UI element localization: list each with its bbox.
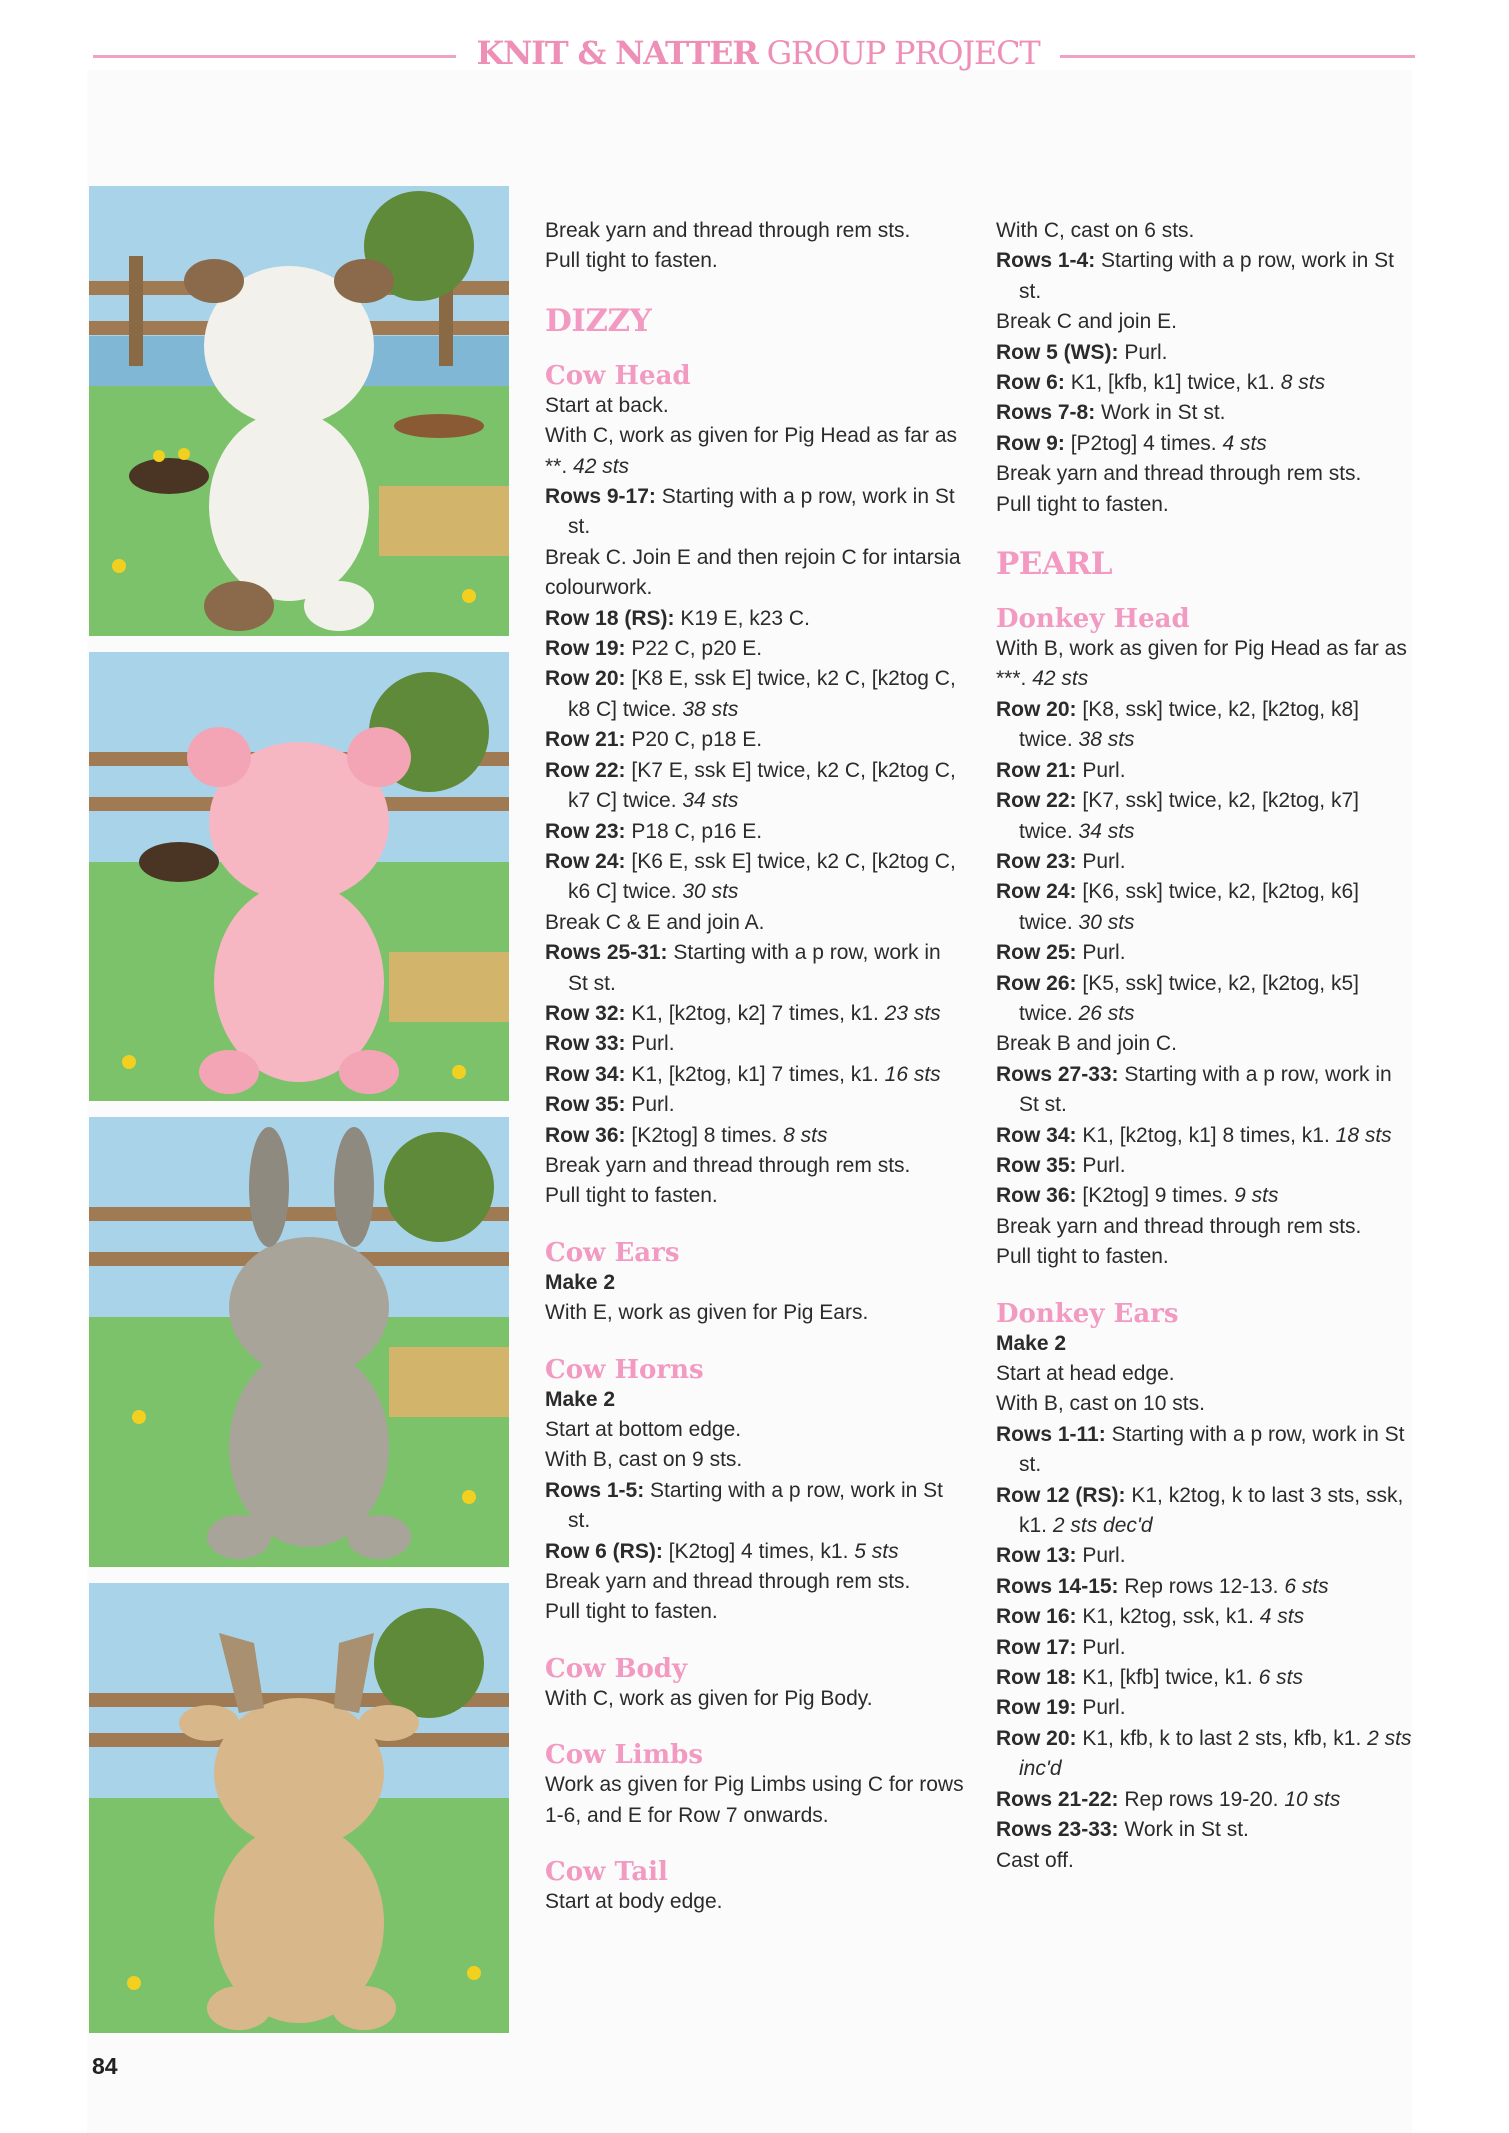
header-title-light: GROUP PROJECT bbox=[766, 34, 1040, 72]
row-label: Rows 23-33: bbox=[996, 1818, 1119, 1842]
instruction-text: [K2tog] 8 times. bbox=[631, 1123, 778, 1147]
instruction-text: With C, work as given for Pig Head as far as **. bbox=[545, 424, 957, 478]
instruction-text: Purl. bbox=[1082, 1153, 1126, 1177]
stitch-count: 38 sts bbox=[682, 697, 739, 721]
row-label: Row 35: bbox=[996, 1153, 1077, 1177]
text-line: Break yarn and thread through rem sts. bbox=[996, 1214, 1362, 1238]
row-label: Row 21: bbox=[545, 728, 626, 752]
row-label: Row 6 (RS): bbox=[545, 1539, 663, 1563]
text-line: Break C and join E. bbox=[996, 310, 1177, 334]
row-label: Rows 27-33: bbox=[996, 1062, 1119, 1086]
header-rule-right bbox=[1060, 55, 1415, 58]
row-label: Row 36: bbox=[545, 1123, 626, 1147]
text-line: Break yarn and thread through rem sts. bbox=[545, 1570, 911, 1594]
instruction-text: K1, [k2tog, k1] 7 times, k1. bbox=[631, 1062, 879, 1086]
instruction bbox=[545, 999, 965, 1029]
row-label: Row 24: bbox=[545, 849, 626, 873]
instruction-text: P20 C, p18 E. bbox=[631, 728, 763, 752]
subheading-cow-horns: Cow Horns bbox=[545, 1354, 704, 1385]
row-label: Rows 1-4: bbox=[996, 249, 1096, 273]
instruction-text: Starting with a p row, work in St st. bbox=[1019, 1062, 1392, 1117]
instruction-text: [K7 E, ssk E] twice, k2 C, [k2tog C, k7 C] twice. bbox=[568, 758, 956, 813]
instruction-text: Starting with a p row, work in St st. bbox=[1019, 249, 1394, 303]
stitch-count: 4 sts bbox=[1259, 1605, 1305, 1629]
row-label: Row 18 (RS): bbox=[545, 606, 675, 630]
photo-donkey bbox=[89, 1117, 509, 1567]
text-line: Pull tight to fasten. bbox=[545, 1600, 718, 1624]
instruction bbox=[996, 847, 1416, 877]
instruction-text: K1, k2tog, ssk, k1. bbox=[1082, 1605, 1254, 1629]
stitch-count: 2 sts dec'd bbox=[1052, 1514, 1153, 1538]
text-line: Break C. Join E and then rejoin C for intarsia colourwork. bbox=[545, 545, 961, 600]
row-label: Row 16: bbox=[996, 1605, 1077, 1629]
instruction bbox=[996, 1663, 1416, 1693]
text-column-2 bbox=[996, 216, 1416, 1876]
make-count: Make 2 bbox=[545, 1387, 616, 1411]
row-label: Row 21: bbox=[996, 758, 1077, 782]
row-label: Row 33: bbox=[545, 1032, 626, 1056]
instruction bbox=[545, 1060, 965, 1090]
instruction bbox=[996, 429, 1416, 459]
instruction bbox=[996, 634, 1416, 695]
instruction-text: P22 C, p20 E. bbox=[631, 637, 763, 661]
page-header bbox=[468, 34, 1048, 72]
text-line: With B, cast on 10 sts. bbox=[996, 1392, 1205, 1416]
instruction-text: Purl. bbox=[1082, 1696, 1126, 1720]
instruction bbox=[996, 1602, 1416, 1632]
stitch-count: 5 sts bbox=[854, 1539, 899, 1563]
instruction bbox=[996, 938, 1416, 968]
instruction bbox=[996, 1121, 1416, 1151]
row-label: Row 6: bbox=[996, 371, 1065, 395]
subheading-cow-ears: Cow Ears bbox=[545, 1237, 680, 1268]
instruction-text: Rep rows 12-13. bbox=[1124, 1574, 1279, 1598]
header-title-bold: KNIT & NATTER bbox=[476, 34, 758, 72]
row-label: Rows 14-15: bbox=[996, 1574, 1119, 1598]
instruction bbox=[996, 1181, 1416, 1211]
stitch-count: 42 sts bbox=[1032, 667, 1089, 691]
text-line: Pull tight to fasten. bbox=[996, 1245, 1169, 1269]
subheading-cow-body: Cow Body bbox=[545, 1653, 688, 1684]
instruction bbox=[545, 1029, 965, 1059]
row-label: Row 20: bbox=[545, 667, 626, 691]
text-line: Work as given for Pig Limbs using C for rows 1-6, and E for Row 7 onwards. bbox=[545, 1773, 964, 1827]
instruction-text: [P2tog] 4 times. bbox=[1070, 431, 1217, 455]
instruction-text: Purl. bbox=[1082, 941, 1126, 965]
photo-yarn bbox=[209, 411, 369, 601]
instruction bbox=[996, 246, 1416, 307]
instruction bbox=[545, 938, 965, 999]
instruction bbox=[996, 1693, 1416, 1723]
instruction-text: With B, work as given for Pig Head as far as ***. bbox=[996, 637, 1407, 691]
instruction-text: Starting with a p row, work in St st. bbox=[568, 941, 941, 995]
instruction-text: Purl. bbox=[1124, 340, 1168, 364]
instruction-text: Purl. bbox=[631, 1032, 675, 1056]
row-label: Row 26: bbox=[996, 971, 1077, 995]
instruction bbox=[545, 664, 965, 725]
instruction bbox=[996, 1815, 1416, 1845]
subheading-cow-head: Cow Head bbox=[545, 360, 691, 391]
instruction bbox=[996, 1724, 1416, 1785]
instruction bbox=[545, 421, 965, 482]
text-line: Break B and join C. bbox=[996, 1032, 1177, 1056]
photo-goat bbox=[89, 1583, 509, 2033]
instruction bbox=[545, 847, 965, 908]
instruction bbox=[996, 338, 1416, 368]
stitch-count: 2 sts inc'd bbox=[1019, 1726, 1412, 1781]
instruction-text: K1, k2tog, k to last 3 sts, ssk, k1. bbox=[1019, 1483, 1404, 1538]
instruction bbox=[996, 1572, 1416, 1602]
stitch-count: 34 sts bbox=[1078, 819, 1135, 843]
instruction-text: Starting with a p row, work in St st. bbox=[1019, 1422, 1405, 1477]
text-line: Pull tight to fasten. bbox=[996, 492, 1169, 516]
row-label: Row 25: bbox=[996, 941, 1077, 965]
instruction-text: Starting with a p row, work in St st. bbox=[568, 1478, 943, 1533]
instruction-text: Starting with a p row, work in St st. bbox=[568, 485, 955, 539]
instruction bbox=[996, 877, 1416, 938]
instruction-text: K1, [k2tog, k2] 7 times, k1. bbox=[631, 1001, 879, 1025]
stitch-count: 18 sts bbox=[1335, 1123, 1392, 1147]
text-line: With E, work as given for Pig Ears. bbox=[545, 1301, 869, 1325]
stitch-count: 30 sts bbox=[1078, 910, 1135, 934]
instruction bbox=[545, 725, 965, 755]
instruction-text: [K6, ssk] twice, k2, [k2tog, k6] twice. bbox=[1019, 880, 1359, 934]
make-count: Make 2 bbox=[545, 1270, 616, 1294]
stitch-count: 30 sts bbox=[682, 880, 739, 904]
instruction-text: [K8 E, ssk E] twice, k2 C, [k2tog C, k8 C] twice. bbox=[568, 667, 956, 721]
instruction bbox=[996, 398, 1416, 428]
row-label: Row 20: bbox=[996, 1726, 1077, 1750]
text-line: Start at back. bbox=[545, 393, 669, 417]
text-line: With C, work as given for Pig Body. bbox=[545, 1686, 873, 1710]
instruction bbox=[996, 1420, 1416, 1481]
row-label: Row 22: bbox=[996, 789, 1077, 813]
text-line: Start at body edge. bbox=[545, 1890, 723, 1914]
instruction-text: Work in St st. bbox=[1124, 1818, 1249, 1842]
instruction-text: [K5, ssk] twice, k2, [k2tog, k5] twice. bbox=[1019, 971, 1359, 1025]
text-line: Cast off. bbox=[996, 1848, 1074, 1872]
row-label: Row 34: bbox=[545, 1062, 626, 1086]
stitch-count: 9 sts bbox=[1234, 1184, 1279, 1208]
row-label: Row 19: bbox=[545, 637, 626, 661]
instruction bbox=[996, 1633, 1416, 1663]
instruction bbox=[545, 817, 965, 847]
text-line: With B, cast on 9 sts. bbox=[545, 1448, 743, 1472]
page-number: 84 bbox=[92, 2053, 118, 2079]
text-line: Pull tight to fasten. bbox=[545, 1184, 718, 1208]
row-label: Row 32: bbox=[545, 1001, 626, 1025]
instruction-text: K1, [kfb] twice, k1. bbox=[1082, 1666, 1253, 1690]
subheading-cow-limbs: Cow Limbs bbox=[545, 1740, 703, 1771]
instruction bbox=[996, 1151, 1416, 1181]
stitch-count: 23 sts bbox=[884, 1001, 941, 1025]
instruction bbox=[545, 1121, 965, 1151]
row-label: Rows 1-11: bbox=[996, 1422, 1106, 1446]
instruction bbox=[996, 969, 1416, 1030]
instruction bbox=[545, 1537, 965, 1567]
instruction bbox=[545, 634, 965, 664]
text-line: Break yarn and thread through rem sts. bbox=[996, 462, 1362, 486]
stitch-count: 26 sts bbox=[1078, 1001, 1135, 1025]
stitch-count: 8 sts bbox=[783, 1123, 828, 1147]
instruction bbox=[996, 756, 1416, 786]
row-label: Row 35: bbox=[545, 1093, 626, 1117]
stitch-count: 10 sts bbox=[1284, 1787, 1341, 1811]
text-line: Break C & E and join A. bbox=[545, 910, 765, 934]
instruction-text: Purl. bbox=[631, 1093, 675, 1117]
photo-pig bbox=[89, 652, 509, 1101]
instruction-text: Purl. bbox=[1082, 758, 1126, 782]
row-label: Row 13: bbox=[996, 1544, 1077, 1568]
stitch-count: 38 sts bbox=[1078, 728, 1135, 752]
instruction bbox=[996, 1481, 1416, 1542]
text-line: Start at bottom edge. bbox=[545, 1418, 742, 1441]
row-label: Row 23: bbox=[545, 819, 626, 843]
instruction-text: K19 E, k23 C. bbox=[680, 606, 810, 630]
row-label: Row 20: bbox=[996, 697, 1077, 721]
text-line: Start at head edge. bbox=[996, 1362, 1175, 1385]
instruction bbox=[545, 482, 965, 543]
instruction-text: [K2tog] 4 times, k1. bbox=[668, 1539, 849, 1563]
row-label: Rows 9-17: bbox=[545, 485, 656, 509]
section-heading-pearl: PEARL bbox=[996, 546, 1113, 583]
instruction-text: Rep rows 19-20. bbox=[1124, 1787, 1279, 1811]
instruction bbox=[996, 1060, 1416, 1121]
row-label: Rows 7-8: bbox=[996, 401, 1096, 425]
stitch-count: 34 sts bbox=[682, 789, 739, 813]
row-label: Row 9: bbox=[996, 431, 1065, 455]
photo-cow bbox=[89, 186, 509, 636]
make-count: Make 2 bbox=[996, 1331, 1067, 1355]
row-label: Row 18: bbox=[996, 1666, 1077, 1690]
section-heading-dizzy: DIZZY bbox=[545, 302, 652, 339]
subheading-donkey-head: Donkey Head bbox=[996, 604, 1190, 635]
row-label: Row 22: bbox=[545, 758, 626, 782]
stitch-count: 16 sts bbox=[884, 1062, 941, 1086]
row-label: Rows 1-5: bbox=[545, 1478, 645, 1502]
row-label: Rows 21-22: bbox=[996, 1787, 1119, 1811]
instruction bbox=[545, 1090, 965, 1120]
stitch-count: 8 sts bbox=[1280, 371, 1326, 395]
stitch-count: 6 sts bbox=[1258, 1666, 1303, 1690]
stitch-count: 6 sts bbox=[1284, 1574, 1329, 1598]
text-column-1 bbox=[545, 216, 965, 1917]
instruction bbox=[996, 368, 1416, 398]
text-line: Break yarn and thread through rem sts. bbox=[545, 1153, 911, 1177]
stitch-count: 4 sts bbox=[1222, 431, 1267, 455]
instruction-text: K1, [k2tog, k1] 8 times, k1. bbox=[1082, 1123, 1330, 1147]
row-label: Row 34: bbox=[996, 1123, 1077, 1147]
row-label: Row 24: bbox=[996, 880, 1077, 904]
stitch-count: 42 sts bbox=[573, 454, 630, 478]
instruction-text: K1, [kfb, k1] twice, k1. bbox=[1070, 371, 1275, 395]
header-rule-left bbox=[93, 55, 456, 58]
instruction-text: Purl. bbox=[1082, 849, 1126, 873]
instruction-text: Purl. bbox=[1082, 1544, 1126, 1568]
instruction bbox=[996, 1541, 1416, 1571]
row-label: Rows 25-31: bbox=[545, 941, 668, 965]
instruction bbox=[545, 604, 965, 634]
row-label: Row 5 (WS): bbox=[996, 340, 1119, 364]
row-label: Row 19: bbox=[996, 1696, 1077, 1720]
instruction bbox=[996, 1785, 1416, 1815]
instruction bbox=[545, 1476, 965, 1537]
row-label: Row 17: bbox=[996, 1635, 1077, 1659]
subheading-donkey-ears: Donkey Ears bbox=[996, 1298, 1179, 1329]
instruction bbox=[996, 695, 1416, 756]
row-label: Row 36: bbox=[996, 1184, 1077, 1208]
instruction bbox=[996, 786, 1416, 847]
instruction bbox=[545, 756, 965, 817]
instruction-text: [K6 E, ssk E] twice, k2 C, [k2tog C, k6 C] twice. bbox=[568, 849, 956, 904]
row-label: Row 23: bbox=[996, 849, 1077, 873]
instruction-text: Purl. bbox=[1082, 1635, 1126, 1659]
text-line: With C, cast on 6 sts. bbox=[996, 219, 1195, 242]
text-line: Pull tight to fasten. bbox=[545, 249, 718, 273]
subheading-cow-tail: Cow Tail bbox=[545, 1857, 668, 1888]
instruction-text: [K7, ssk] twice, k2, [k2tog, k7] twice. bbox=[1019, 789, 1359, 843]
instruction-text: Work in St st. bbox=[1101, 401, 1226, 425]
row-label: Row 12 (RS): bbox=[996, 1483, 1126, 1507]
instruction-text: P18 C, p16 E. bbox=[631, 819, 763, 843]
instruction-text: K1, kfb, k to last 2 sts, kfb, k1. bbox=[1082, 1726, 1362, 1750]
instruction-text: [K2tog] 9 times. bbox=[1082, 1184, 1229, 1208]
text-line: Break yarn and thread through rem sts. bbox=[545, 219, 911, 242]
instruction-text: [K8, ssk] twice, k2, [k2tog, k8] twice. bbox=[1019, 697, 1359, 752]
